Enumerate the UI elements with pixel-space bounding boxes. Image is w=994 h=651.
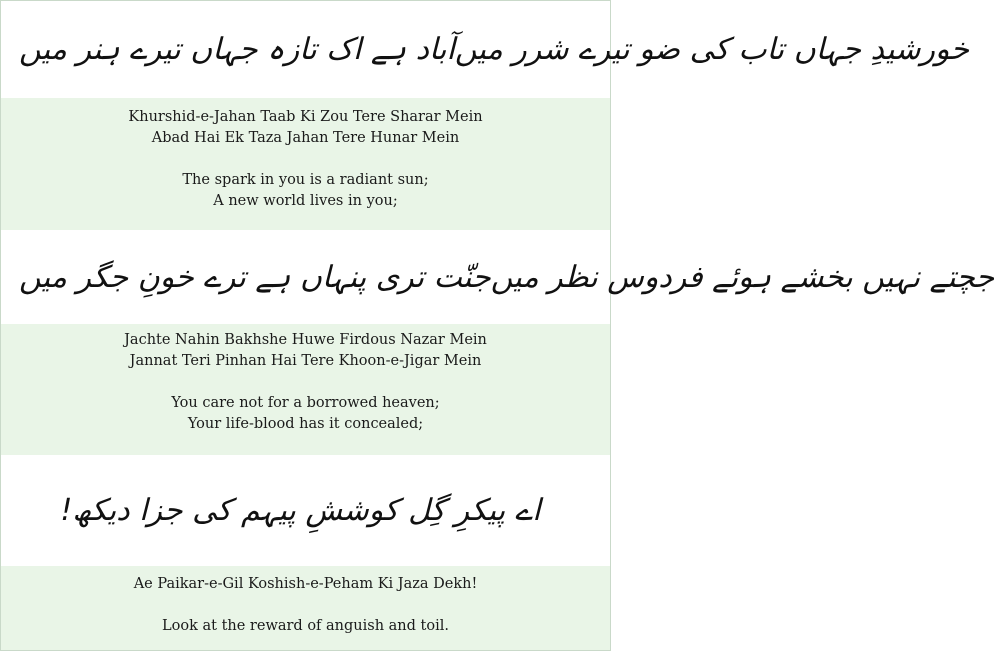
transliteration-line: Jannat Teri Pinhan Hai Tere Khoon-e-Jigar Mein — [129, 353, 482, 369]
urdu-verse-band-1 — [1, 1, 969, 98]
transliteration-line: Ae Paikar-e-Gil Koshish-e-Peham Ki Jaza Dekh! — [133, 576, 478, 592]
translation-line: The spark in you is a radiant sun; — [182, 172, 429, 188]
urdu-verse-band-3 — [1, 455, 610, 566]
urdu-verse-single: اے پیکرِ گِل کوششِ پیہم کی جزا دیکھ! — [60, 493, 541, 528]
translation-band-2 — [1, 324, 610, 455]
urdu-verse-left: جنّت تری پنہاں ہے ترے خونِ جگر میں — [19, 259, 491, 295]
urdu-verse-right: جچتے نہیں بخشے ہوئے فردوس نظر میں — [490, 259, 994, 295]
translation-band-3 — [1, 566, 610, 650]
transliteration-line: Abad Hai Ek Taza Jahan Tere Hunar Mein — [151, 130, 460, 146]
translation-line: You care not for a borrowed heaven; — [171, 395, 440, 411]
urdu-verse-band-2 — [1, 230, 994, 324]
transliteration-line: Jachte Nahin Bakhshe Huwe Firdous Nazar Mein — [124, 332, 487, 348]
transliteration-line: Khurshid-e-Jahan Taab Ki Zou Tere Sharar Mein — [128, 109, 483, 125]
urdu-verse-left: آباد ہے اک تازہ جہاں تیرے ہنر میں — [19, 32, 455, 67]
translation-line: Your life-blood has it concealed; — [187, 416, 424, 432]
translation-band-1 — [1, 98, 610, 230]
urdu-verse-right: خورشیدِ جہاں تاب کی ضو تیرے شرر میں — [454, 32, 969, 67]
translation-line: Look at the reward of anguish and toil. — [162, 618, 449, 634]
translation-line: A new world lives in you; — [213, 193, 398, 209]
